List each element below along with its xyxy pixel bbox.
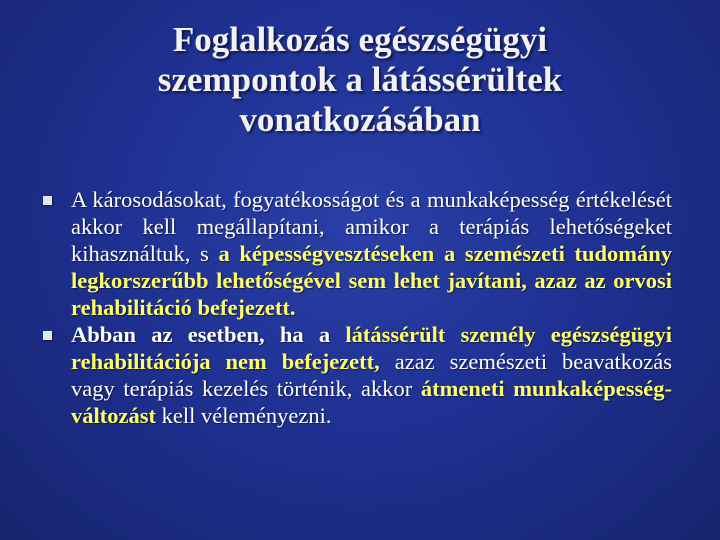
bullet-list bbox=[40, 186, 672, 429]
highlighted-text: a képességvesztéseken a szemészeti tudomány legkorszerűbb lehetőségével sem lehet javítani, azaz az orvosi rehabilitáció befejezett. bbox=[71, 241, 673, 320]
highlighted-text: átmeneti munkaképesség-változást bbox=[71, 376, 672, 428]
square-bullet-icon bbox=[43, 331, 52, 340]
bullet-text: azaz szemészeti beavatkozás vagy terápiás kezelés történik, akkor bbox=[71, 349, 672, 401]
bullet-text: kell véleményezni. bbox=[155, 403, 332, 428]
bullet-text: A károsodásokat, fogyatékosságot és a munkaképesség értékelését akkor kell megállapítani, amikor a terápiás lehetőségeket kihasználtuk, s bbox=[71, 187, 672, 266]
title-line: Foglalkozás egészségügyi bbox=[172, 20, 548, 59]
bold-text: Abban az esetben, ha a bbox=[71, 322, 346, 347]
highlighted-text: látássérült személy egészségügyi rehabilitációja nem befejezett, bbox=[71, 322, 672, 374]
slide-title bbox=[60, 20, 660, 140]
title-line: szempontok a látássérültek bbox=[157, 60, 563, 99]
bullet-item bbox=[40, 321, 672, 429]
square-bullet-icon bbox=[43, 196, 52, 205]
title-line: vonatkozásában bbox=[239, 100, 481, 139]
bullet-item bbox=[40, 186, 672, 321]
